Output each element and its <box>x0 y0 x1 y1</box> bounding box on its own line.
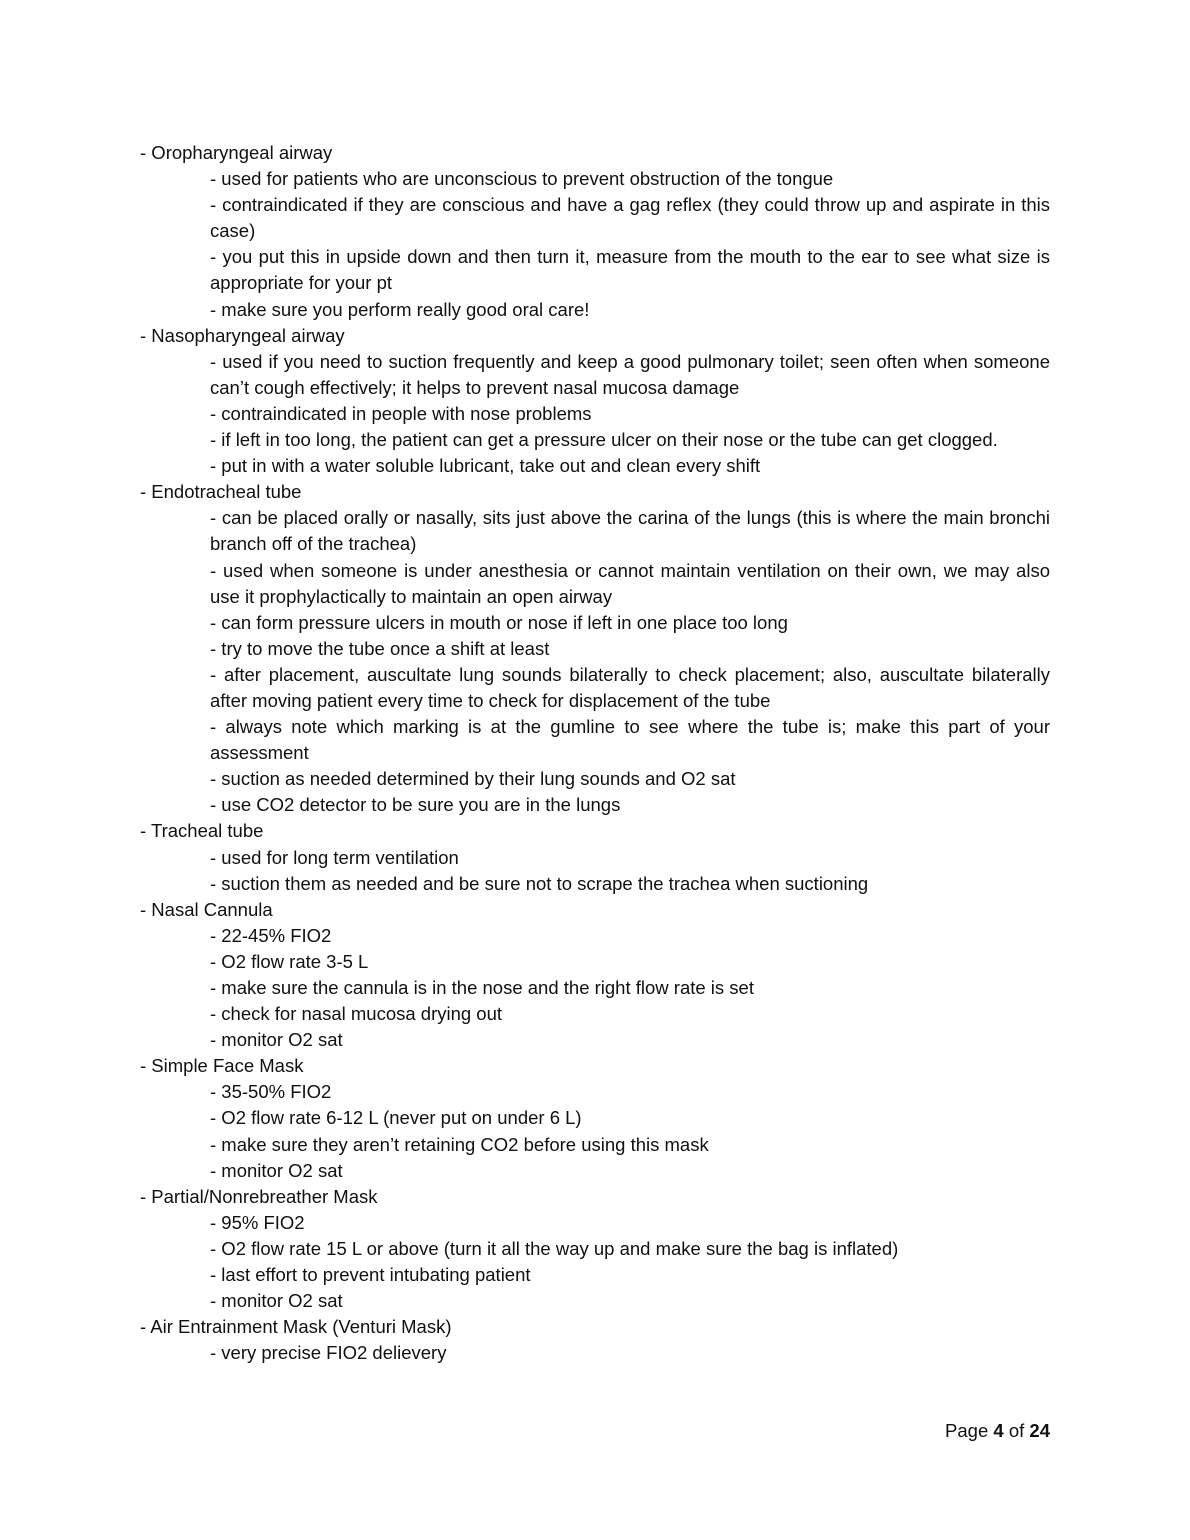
bullet-item: - used for long term ventilation <box>210 846 459 868</box>
section <box>140 897 1050 1054</box>
bullet-list <box>140 166 1050 323</box>
section-title: - Partial/Nonrebreather Mask <box>140 1185 378 1207</box>
bullet-item: - monitor O2 sat <box>210 1029 343 1051</box>
bullet-item: - last effort to prevent intubating patient <box>210 1264 531 1286</box>
bullet-item: - suction them as needed and be sure not to scrape the trachea when suctioning <box>210 872 869 894</box>
bullet-item: - can be placed orally or nasally, sits just above the carina of the lungs (this is where the main bronchi branch off of the trachea) <box>210 507 1050 555</box>
section-title: - Nasal Cannula <box>140 898 273 920</box>
bullet-list <box>140 349 1050 479</box>
bullet-item: - after placement, auscultate lung sounds bilaterally to check placement; also, auscultate bilaterally after moving patient every time to check for displacement of the tube <box>210 663 1050 711</box>
section-title: - Simple Face Mask <box>140 1055 304 1077</box>
section <box>140 1053 1050 1183</box>
page-label: Page <box>945 1420 994 1441</box>
bullet-list <box>140 1079 1050 1183</box>
bullet-item: - used when someone is under anesthesia or cannot maintain ventilation on their own, we may also use it prophylactically to maintain an open airway <box>210 559 1050 607</box>
bullet-item: - make sure the cannula is in the nose and the right flow rate is set <box>210 977 754 998</box>
bullet-item: - O2 flow rate 15 L or above (turn it all the way up and make sure the bag is inflated) <box>210 1237 899 1259</box>
bullet-item: - 22-45% FIO2 <box>210 924 332 946</box>
bullet-item: - 35-50% FIO2 <box>210 1081 332 1103</box>
bullet-item: - O2 flow rate 3-5 L <box>210 950 369 972</box>
page-of-label: of <box>1003 1420 1030 1441</box>
bullet-item: - if left in too long, the patient can get a pressure ulcer on their nose or the tube can get clogged. <box>210 429 998 451</box>
bullet-item: - try to move the tube once a shift at least <box>210 637 550 659</box>
bullet-item: - you put this in upside down and then turn it, measure from the mouth to the ear to see what size is appropriate for your pt <box>210 246 1050 294</box>
section <box>140 140 1050 323</box>
section-title: - Air Entrainment Mask (Venturi Mask) <box>140 1316 452 1338</box>
total-page-count: 24 <box>1029 1420 1050 1441</box>
section <box>140 1314 1050 1366</box>
section <box>140 323 1050 480</box>
bullet-list <box>140 505 1050 818</box>
bullet-item: - make sure you perform really good oral care! <box>210 298 590 320</box>
bullet-item: - 95% FIO2 <box>210 1211 305 1233</box>
bullet-item: - suction as needed determined by their lung sounds and O2 sat <box>210 768 736 790</box>
section <box>140 1184 1050 1314</box>
bullet-item: - very precise FIO2 delievery <box>210 1342 447 1364</box>
bullet-item: - O2 flow rate 6-12 L (never put on under 6 L) <box>210 1107 582 1129</box>
bullet-list <box>140 923 1050 1053</box>
section-title: - Endotracheal tube <box>140 481 302 503</box>
section-title: - Oropharyngeal airway <box>140 142 333 163</box>
bullet-item: - used for patients who are unconscious to prevent obstruction of the tongue <box>210 168 834 190</box>
bullet-list <box>140 1340 1050 1366</box>
notes-body <box>140 140 1050 1366</box>
current-page-number: 4 <box>993 1420 1004 1441</box>
bullet-item: - can form pressure ulcers in mouth or nose if left in one place too long <box>210 611 788 633</box>
page-number-footer <box>800 1418 1050 1444</box>
section <box>140 479 1050 818</box>
section-title: - Nasopharyngeal airway <box>140 324 345 346</box>
bullet-item: - monitor O2 sat <box>210 1159 343 1181</box>
section-title: - Tracheal tube <box>140 820 264 842</box>
bullet-item: - monitor O2 sat <box>210 1290 343 1312</box>
bullet-list <box>140 1210 1050 1314</box>
section <box>140 818 1050 896</box>
bullet-item: - put in with a water soluble lubricant, take out and clean every shift <box>210 455 761 477</box>
bullet-list <box>140 845 1050 897</box>
bullet-item: - contraindicated in people with nose problems <box>210 402 592 424</box>
bullet-item: - make sure they aren’t retaining CO2 before using this mask <box>210 1133 709 1155</box>
bullet-item: - used if you need to suction frequently and keep a good pulmonary toilet; seen often when someone can’t cough effectively; it helps to prevent nasal mucosa damage <box>210 350 1050 398</box>
bullet-item: - contraindicated if they are conscious and have a gag reflex (they could throw up and aspirate in this case) <box>210 194 1050 242</box>
bullet-item: - use CO2 detector to be sure you are in the lungs <box>210 794 621 816</box>
bullet-item: - check for nasal mucosa drying out <box>210 1003 503 1025</box>
bullet-item: - always note which marking is at the gumline to see where the tube is; make this part of your assessment <box>210 716 1050 764</box>
